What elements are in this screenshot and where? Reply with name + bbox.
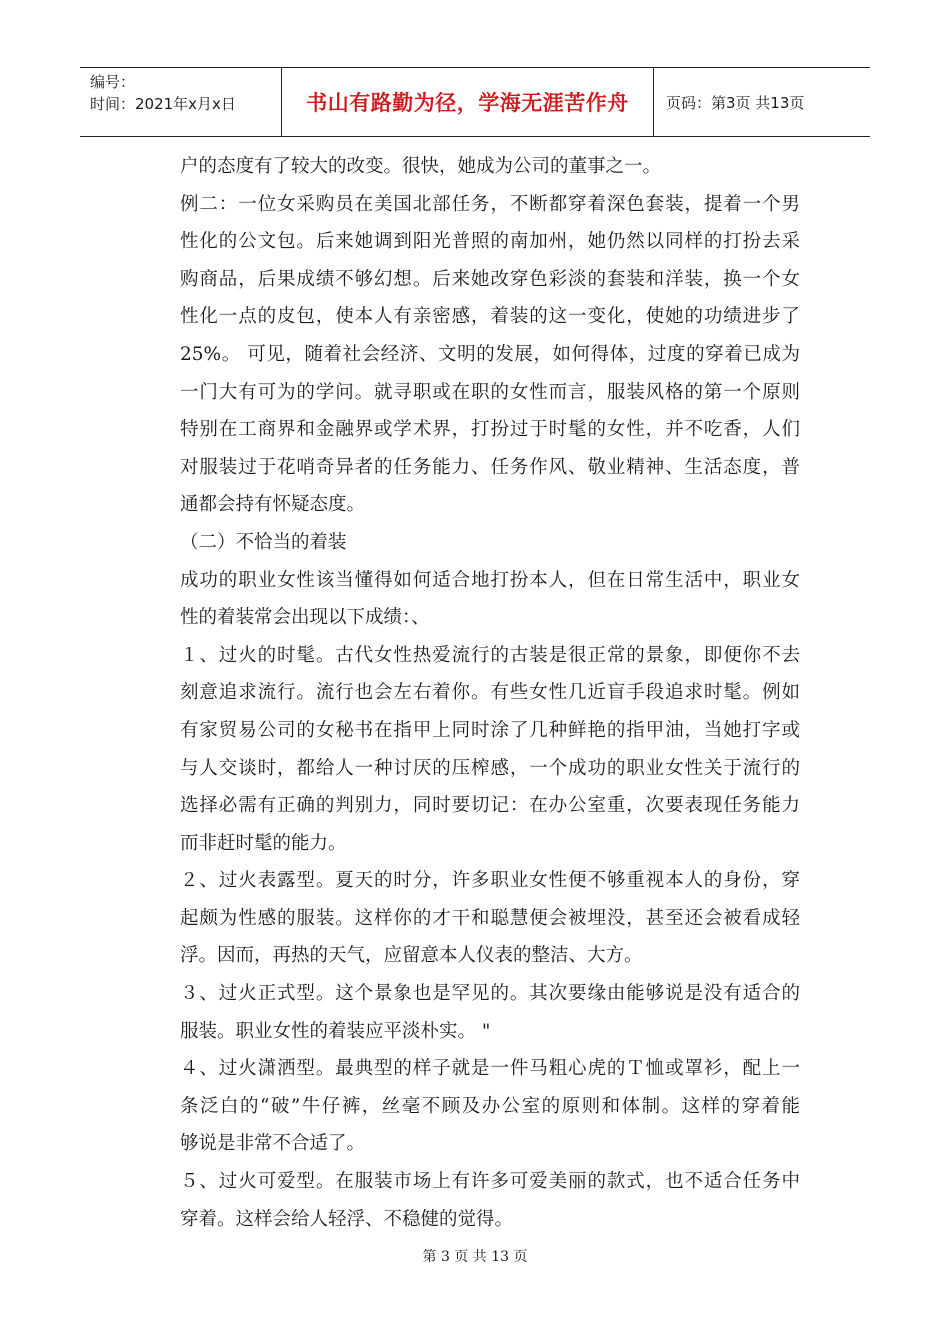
body-line: １、过火的时髦。古代女性热爱流行的古装是很正常的景象，即便你不去 (180, 644, 800, 666)
body-line: 而非赶时髦的能力。 (180, 832, 347, 854)
body-line: ３、过火正式型。这个景象也是罕见的。其次要缘由能够说是没有适合的 (180, 983, 800, 1005)
body-line: 有家贸易公司的女秘书在指甲上同时涂了几种鲜艳的指甲油，当她打字或 (180, 719, 800, 741)
page-footer (0, 1246, 950, 1266)
body-line: 25%。 可见，随着社会经济、文明的发展，如何得体，过度的穿着已成为 (180, 343, 800, 365)
body-line: 够说是非常不合适了。 (180, 1133, 366, 1155)
footer-page-number: 第 3 页 共 13 页 (422, 1249, 528, 1265)
body-line: 浮。因而，再热的天气，应留意本人仪表的整洁、大方。 (180, 945, 643, 967)
body-line: 购商品，后果成绩不够幻想。后来她改穿色彩淡的套装和洋装，换一个女 (180, 268, 800, 290)
body-line: ５、过火可爱型。在服装市场上有许多可爱美丽的款式，也不适合任务中 (180, 1171, 800, 1193)
section-heading: （二）不恰当的着装 (180, 531, 347, 553)
document-date-label: 时间：2021年x月x日 (90, 95, 236, 113)
header-page-info: 页码：第3页 共13页 (666, 93, 805, 112)
body-line: 一门大有可为的学问。就寻职或在职的女性而言，服装风格的第一个原则 (180, 381, 800, 403)
body-line: 例二：一位女采购员在美国北部任务，不断都穿着深色套装，提着一个男 (180, 193, 800, 215)
body-line: 户的态度有了较大的改变。很快，她成为公司的董事之一。 (180, 156, 662, 177)
document-body (180, 148, 800, 1238)
header-motto-cell (282, 68, 654, 136)
document-number-label: 编号： (90, 73, 136, 91)
body-line: 成功的职业女性该当懂得如何适合地打扮本人，但在日常生活中，职业女 (180, 569, 800, 591)
body-line: 穿着。这样会给人轻浮、不稳健的觉得。 (180, 1208, 514, 1230)
body-line: 与人交谈时，都给人一种讨厌的压榨感，一个成功的职业女性关于流行的 (180, 757, 800, 779)
body-line: 对服装过于花哨奇异者的任务能力、任务作风、敬业精神、生活态度，普 (180, 456, 800, 478)
body-line: 选择必需有正确的判别力，同时要切记：在办公室重，次要表现任务能力 (180, 795, 800, 817)
header-meta-cell (80, 68, 282, 136)
page-header (80, 67, 870, 137)
body-line: 性化的公文包。后来她调到阳光普照的南加州，她仍然以同样的打扮去采 (180, 231, 800, 253)
body-line: 性化一点的皮包，使本人有亲密感，着装的这一变化，使她的功绩进步了 (180, 306, 800, 328)
body-line: 通都会持有怀疑态度。 (180, 494, 366, 516)
body-line: ４、过火潇洒型。最典型的样子就是一件马粗心虎的Ｔ恤或罩衫，配上一 (180, 1058, 800, 1080)
body-line: 条泛白的“破”牛仔裤，丝毫不顾及办公室的原则和体制。这样的穿着能 (180, 1095, 800, 1117)
body-line: 起颇为性感的服装。这样你的才干和聪慧便会被埋没，甚至还会被看成轻 (180, 907, 800, 929)
body-line: ２、过火表露型。夏天的时分，许多职业女性便不够重视本人的身份，穿 (180, 870, 800, 892)
body-line: 服装。职业女性的着装应平淡朴实。 " (180, 1020, 491, 1042)
header-motto: 书山有路勤为径，学海无涯苦作舟 (306, 91, 629, 115)
body-line: 性的着装常会出现以下成绩：、 (180, 607, 430, 629)
body-line: 刻意追求流行。流行也会左右着你。有些女性几近盲手段追求时髦。例如 (180, 682, 800, 704)
header-page-cell (654, 68, 870, 136)
body-line: 特别在工商界和金融界或学术界，打扮过于时髦的女性，并不吃香，人们 (180, 419, 800, 441)
